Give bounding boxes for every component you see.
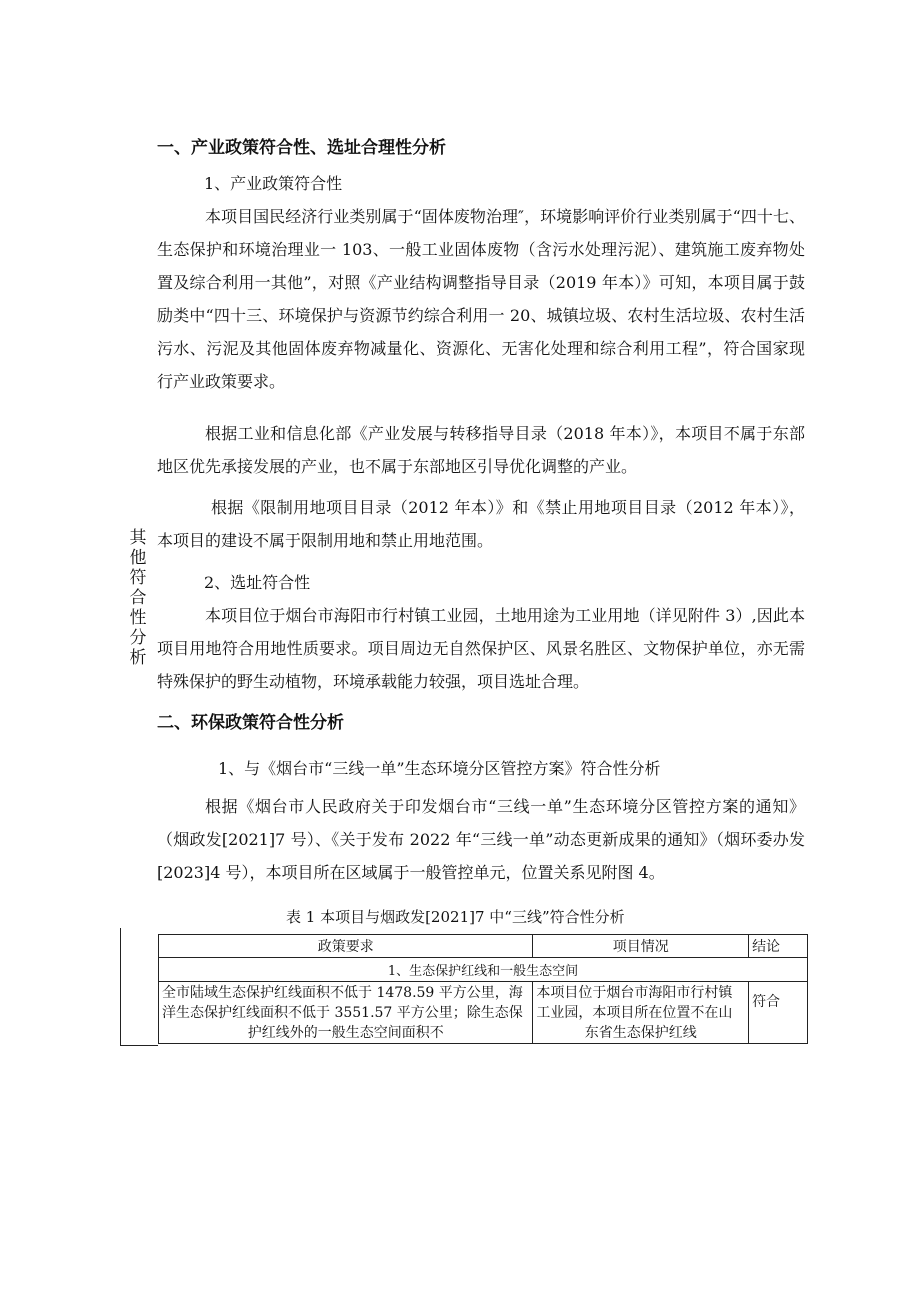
section1-subheading-site-selection: 2、选址符合性 (204, 573, 311, 592)
header-policy-requirement: 政策要求 (159, 935, 533, 958)
side-label-char: 性 (129, 608, 147, 628)
table-caption: 表 1 本项目与烟政发[2021]7 中“三线”符合性分析 (286, 908, 625, 926)
situation-line: 工业园，本项目所在位置不在山 (536, 1004, 733, 1021)
group-title: 1、生态保护红线和一般生态空间 (159, 958, 808, 982)
side-label-vertical (127, 528, 149, 668)
table-header-row (159, 935, 808, 958)
side-label-char: 分 (129, 628, 147, 648)
section1-paragraph-2: 根据工业和信息化部《产业发展与转移指导目录（2018 年本）》，本项目不属于东部地区优先承接发展的产业，也不属于东部地区引导优化调整的产业。 (157, 424, 805, 476)
requirement-line: 护红线外的一般生态空间面积不 (247, 1024, 444, 1041)
section2-heading: 二、环保政策符合性分析 (157, 713, 344, 733)
table-row (159, 982, 808, 1044)
section1-paragraph-4: 本项目位于烟台市海阳市行村镇工业园，土地用途为工业用地（详见附件 3）,因此本项目用地符合用地性质要求。项目周边无自然保护区、风景名胜区、文物保护单位，亦无需特殊保护的野生动植物，环境承载能力较强，项目选址合理。 (157, 606, 805, 691)
side-label-char: 符 (129, 568, 147, 588)
side-label-char: 其 (129, 528, 147, 548)
header-conclusion: 结论 (749, 935, 808, 958)
requirement-line: 洋生态保护红线面积不低于 3551.57 平方公里；除生态保 (162, 1004, 523, 1021)
outer-frame-left-border (120, 928, 121, 1046)
cell-situation (533, 982, 749, 1044)
section1-paragraph-3: 根据《限制用地项目目录（2012 年本）》和《禁止用地项目目录（2012 年本）》，本项目的建设不属于限制用地和禁止用地范围。 (157, 498, 805, 550)
cell-requirement (159, 982, 533, 1044)
side-label-char: 合 (129, 588, 147, 608)
section2-subheading: 1、与《烟台市“三线一单”生态环境分区管控方案》符合性分析 (218, 759, 661, 778)
section1-paragraph-1: 本项目国民经济行业类别属于“固体废物治理″，环境影响评价行业类别属于“四十七、生态保护和环境治理业一 103、一般工业固体废物（含污水处理污泥）、建筑施工废弃物处置及综合利用一其他”，对照《产业结构调整指导目录（2019 年本）》可知，本项目属于鼓励类中“四十三、环境保护与资源节约综合利用一 20、城镇垃圾、农村生活垃圾、农村生活污水、污泥及其他固体废弃物减量化、资源化、无害化处理和综合利用工程”，符合国家现行产业政策要求。 (157, 207, 805, 391)
requirement-line: 全市陆域生态保护红线面积不低于 1478.59 平方公里，海 (162, 984, 523, 1001)
situation-line: 本项目位于烟台市海阳市行村镇 (536, 984, 733, 1001)
cell-conclusion: 符合 (749, 982, 808, 1044)
section2-paragraph-1: 根据《烟台市人民政府关于印发烟台市“三线一单”生态环境分区管控方案的通知》（烟政发[2021]7 号）、《关于发布 2022 年“三线一单”动态更新成果的通知》（烟环委办发[2023]4 号），本项目所在区域属于一般管控单元，位置关系见附图 4。 (157, 797, 805, 882)
section1-subheading-industry-policy: 1、产业政策符合性 (204, 174, 343, 193)
side-label-char: 他 (129, 548, 147, 568)
situation-line: 东省生态保护红线 (584, 1024, 697, 1041)
header-project-situation: 项目情况 (533, 935, 749, 958)
section1-heading: 一、产业政策符合性、选址合理性分析 (157, 138, 446, 158)
outer-frame-bottom-border (120, 1045, 158, 1046)
side-label-char: 析 (129, 648, 147, 668)
table-group-row (159, 958, 808, 982)
compliance-table (158, 934, 808, 1044)
